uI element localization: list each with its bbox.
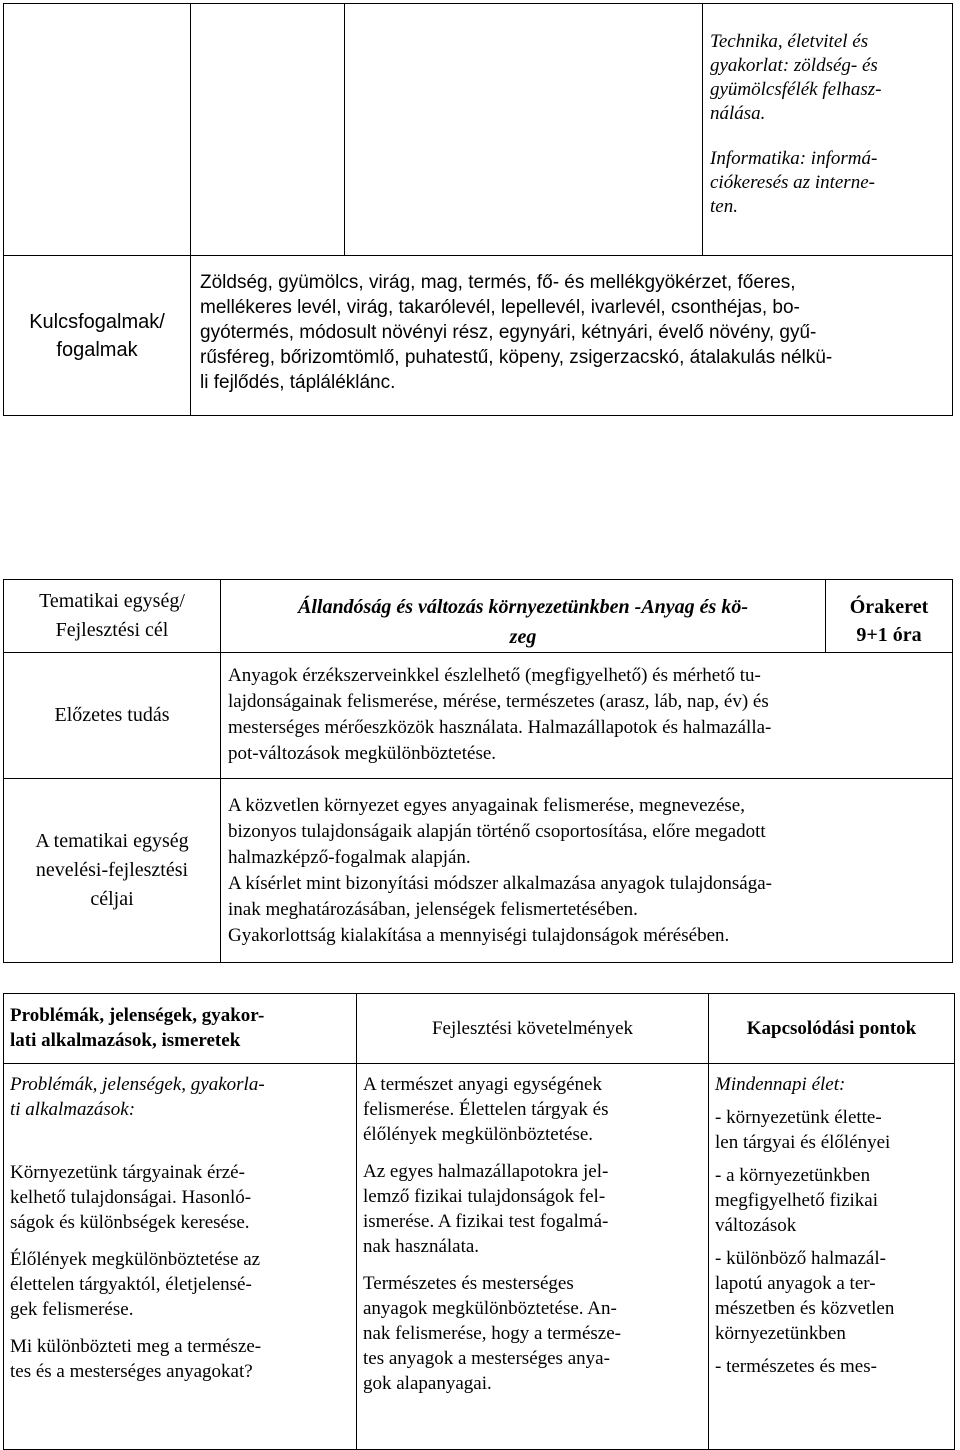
kapcsolodasi-item: - különböző halmazál- lapotú anyagok a ter- mészetben és közvetlen környezetünkben xyxy=(715,1248,895,1344)
problemak-subtitle: Problémák, jelenségek, gyakorla- ti alkalmazások: xyxy=(10,1074,265,1120)
empty-cell xyxy=(345,4,703,256)
kapcsolodasi-item: - környezetünk élette- len tárgyai és élőlényei xyxy=(715,1107,891,1153)
connections-cell xyxy=(703,4,953,256)
curriculum-table-top xyxy=(3,3,953,416)
empty-cell xyxy=(4,4,191,256)
kulcsfogalmak-label: Kulcsfogalmak/ fogalmak xyxy=(4,256,191,416)
kovetelmenyek-column xyxy=(357,1064,709,1450)
kapcsolodasi-item: - a környezetünkben megfigyelhető fizikai változások xyxy=(715,1165,879,1236)
kovetelmeny-paragraph: Természetes és mesterséges anyagok megkülönböztetése. An- nak felismerése, hogy a természe- tes anyagok a mesterséges anya- gok alapanyagai. xyxy=(363,1273,621,1394)
connections-technika: Technika, életvitel és gyakorlat: zöldség- és gyümölcsfélék felhasz- nálása. xyxy=(710,31,882,124)
header-problemak: Problémák, jelenségek, gyakor- lati alkalmazások, ismeretek xyxy=(4,994,357,1064)
kovetelmeny-paragraph: Az egyes halmazállapotokra jel- lemző fizikai tulajdonságok fel- ismerése. A fizikai test fogalmá- nak használata. xyxy=(363,1161,609,1257)
problemak-paragraph: Környezetünk tárgyainak érzé- kelhető tulajdonságai. Hasonló- ságok és különbségek keresése. xyxy=(10,1162,252,1233)
elozetes-tudas-label: Előzetes tudás xyxy=(4,653,221,779)
kapcsolodasi-subtitle: Mindennapi élet: xyxy=(715,1074,846,1095)
connections-informatika: Informatika: informá- ciókeresés az interne- ten. xyxy=(710,148,878,217)
tematikai-egyseg-table xyxy=(3,579,953,963)
elozetes-tudas-text: Anyagok érzékszerveinkkel észlelhető (megfigyelhető) és mérhető tu- lajdonságainak felismerése, mérése, természetes (arasz, láb, nap, év) és mesterséges mérőeszközök használata. Halmazállapotok és halmazálla- pot-változások megkülönböztetése. xyxy=(221,653,953,779)
problemak-paragraph: Élőlények megkülönböztetése az élettelen tárgyaktól, életjelensé- gek felismerése. xyxy=(10,1249,261,1320)
problemak-paragraph: Mi különbözteti meg a természe- tes és a mesterséges anyagokat? xyxy=(10,1336,262,1382)
problemak-column xyxy=(4,1064,357,1450)
empty-cell xyxy=(191,4,345,256)
orakeret: Órakeret 9+1 óra xyxy=(826,580,953,653)
header-fejlesztesi-kovetelmenyek: Fejlesztési követelmények xyxy=(357,994,709,1064)
tematikai-egyseg-label: Tematikai egység/ Fejlesztési cél xyxy=(4,580,221,653)
header-kapcsolodasi-pontok: Kapcsolódási pontok xyxy=(709,994,955,1064)
tematikai-title: Állandóság és változás környezetünkben -Anyag és kö- zeg xyxy=(221,580,826,653)
kapcsolodasi-column xyxy=(709,1064,955,1450)
fejlesztesi-table xyxy=(3,993,955,1450)
kulcsfogalmak-text: Zöldség, gyümölcs, virág, mag, termés, fő- és mellékgyökérzet, főeres, mellékeres levél, virág, takarólevél, lepellevél, ivarlevél, csonthéjas, bo- gyótermés, módosult növényi rész, egynyári, kétnyári, évelő növény, gyű- rűsféreg, bőrizomtömlő, puhatestű, köpeny, zsigerzacskó, átalakulás nélkü- li fejlődés, tápláléklánc. xyxy=(191,256,953,416)
kovetelmeny-paragraph: A természet anyagi egységének felismerése. Élettelen tárgyak és élőlények megkülönböztetése. xyxy=(363,1074,609,1145)
celjai-label: A tematikai egység nevelési-fejlesztési céljai xyxy=(4,779,221,963)
celjai-text: A közvetlen környezet egyes anyagainak felismerése, megnevezése, bizonyos tulajdonságaik alapján történő csoportosítása, előre megadott halmazképző-fogalmak alapján. A kísérlet mint bizonyítási módszer alkalmazása anyagok tulajdonsága- inak meghatározásában, jelenségek felismertetésében. Gyakorlottság kialakítása a mennyiségi tulajdonságok mérésében. xyxy=(221,779,953,963)
kapcsolodasi-item: - természetes és mes- xyxy=(715,1356,877,1377)
